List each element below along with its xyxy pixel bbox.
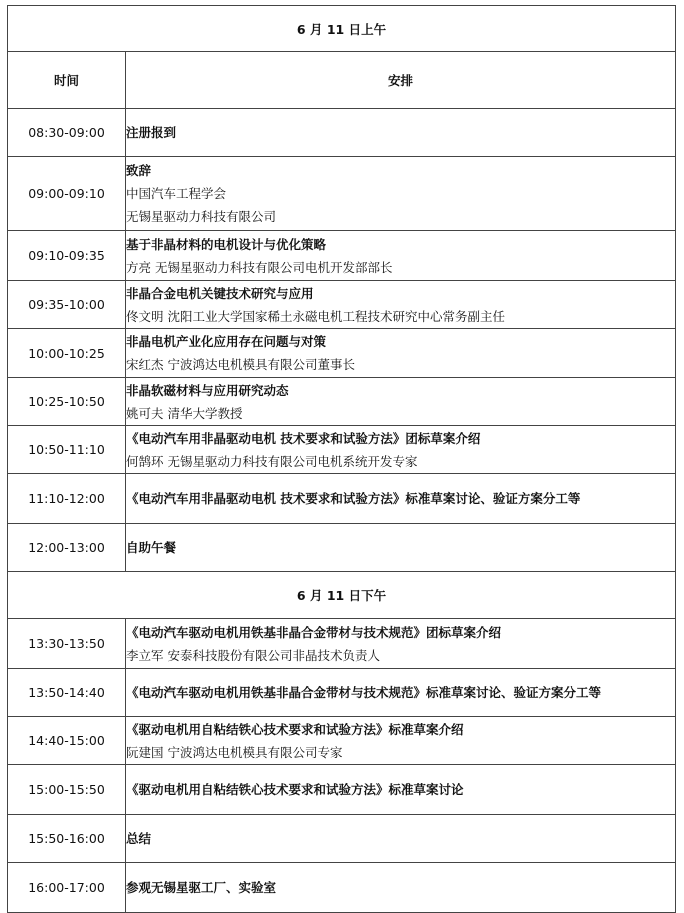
- schedule-row: [8, 717, 676, 765]
- time-cell: 11:10-12:00: [8, 474, 126, 524]
- time-cell: 15:00-15:50: [8, 765, 126, 815]
- agenda-title: 非晶软磁材料与应用研究动态: [126, 382, 289, 398]
- time-cell: 10:50-11:10: [8, 426, 126, 474]
- time-column-header: 时间: [8, 52, 126, 109]
- time-cell: 13:30-13:50: [8, 619, 126, 669]
- agenda-cell: [126, 863, 676, 913]
- agenda-detail: 方亮 无锡星驱动力科技有限公司电机开发部部长: [126, 259, 393, 275]
- schedule-row: [8, 524, 676, 572]
- agenda-cell: [126, 109, 676, 157]
- agenda-title: 《电动汽车驱动电机用铁基非晶合金带材与技术规范》团标草案介绍: [126, 624, 502, 640]
- agenda-cell: [126, 815, 676, 863]
- agenda-cell: [126, 231, 676, 281]
- agenda-title: 非晶电机产业化应用存在问题与对策: [126, 334, 327, 349]
- afternoon-heading-row: [8, 572, 676, 619]
- agenda-title: 基于非晶材料的电机设计与优化策略: [126, 236, 327, 252]
- time-cell: 13:50-14:40: [8, 669, 126, 717]
- agenda-title: 总结: [126, 831, 152, 846]
- time-cell: 12:00-13:00: [8, 524, 126, 572]
- morning-heading-row: [8, 6, 676, 52]
- agenda-detail: 姚可夫 清华大学教授: [126, 405, 243, 421]
- time-cell: 09:35-10:00: [8, 281, 126, 329]
- morning-heading: 6 月 11 日上午: [8, 6, 676, 52]
- schedule-row: [8, 765, 676, 815]
- time-cell: 09:00-09:10: [8, 157, 126, 231]
- schedule-row: [8, 329, 676, 378]
- agenda-cell: [126, 281, 676, 329]
- schedule-row: [8, 231, 676, 281]
- afternoon-heading: 6 月 11 日下午: [8, 572, 676, 619]
- agenda-title: 自助午餐: [126, 540, 177, 555]
- agenda-cell: [126, 524, 676, 572]
- agenda-title: 注册报到: [126, 125, 177, 140]
- agenda-cell: [126, 329, 676, 378]
- agenda-cell: [126, 378, 676, 426]
- agenda-detail: 中国汽车工程学会: [126, 186, 227, 201]
- schedule-row: [8, 474, 676, 524]
- schedule-row: [8, 619, 676, 669]
- schedule-table: [7, 5, 676, 913]
- schedule-row: [8, 863, 676, 913]
- agenda-cell: [126, 717, 676, 765]
- agenda-title: 《电动汽车用非晶驱动电机 技术要求和试验方法》标准草案讨论、验证方案分工等: [126, 491, 581, 506]
- time-cell: 14:40-15:00: [8, 717, 126, 765]
- agenda-detail: 佟文明 沈阳工业大学国家稀土永磁电机工程技术研究中心常务副主任: [126, 308, 505, 324]
- time-cell: 10:00-10:25: [8, 329, 126, 378]
- time-cell: 08:30-09:00: [8, 109, 126, 157]
- agenda-title: 《驱动电机用自粘结铁心技术要求和试验方法》标准草案介绍: [126, 721, 464, 737]
- agenda-title: 《电动汽车驱动电机用铁基非晶合金带材与技术规范》标准草案讨论、验证方案分工等: [126, 685, 602, 700]
- agenda-detail: 宋红杰 宁波鸿达电机模具有限公司董事长: [126, 357, 355, 372]
- agenda-cell: [126, 765, 676, 815]
- agenda-detail: 何鹄环 无锡星驱动力科技有限公司电机系统开发专家: [126, 453, 418, 469]
- agenda-title: 参观无锡星驱工厂、实验室: [126, 880, 277, 895]
- agenda-detail: 李立军 安泰科技股份有限公司非晶技术负责人: [126, 647, 380, 663]
- time-cell: 10:25-10:50: [8, 378, 126, 426]
- time-cell: 15:50-16:00: [8, 815, 126, 863]
- time-cell: 09:10-09:35: [8, 231, 126, 281]
- agenda-title: 致辞: [126, 163, 152, 178]
- schedule-row: [8, 669, 676, 717]
- agenda-cell: [126, 426, 676, 474]
- schedule-body: [8, 6, 676, 913]
- schedule-row: [8, 426, 676, 474]
- agenda-cell: [126, 669, 676, 717]
- time-cell: 16:00-17:00: [8, 863, 126, 913]
- schedule-row: [8, 109, 676, 157]
- schedule-row: [8, 157, 676, 231]
- schedule-row: [8, 378, 676, 426]
- agenda-title: 非晶合金电机关键技术研究与应用: [126, 285, 314, 301]
- schedule-row: [8, 281, 676, 329]
- agenda-cell: [126, 619, 676, 669]
- agenda-column-header: 安排: [126, 52, 676, 109]
- agenda-title: 《电动汽车用非晶驱动电机 技术要求和试验方法》团标草案介绍: [126, 430, 481, 446]
- agenda-detail: 阮建国 宁波鸿达电机模具有限公司专家: [126, 744, 343, 760]
- agenda-title: 《驱动电机用自粘结铁心技术要求和试验方法》标准草案讨论: [126, 782, 464, 797]
- agenda-cell: [126, 474, 676, 524]
- agenda-cell: [126, 157, 676, 231]
- schedule-row: [8, 815, 676, 863]
- agenda-detail: 无锡星驱动力科技有限公司: [126, 209, 277, 224]
- header-row: [8, 52, 676, 109]
